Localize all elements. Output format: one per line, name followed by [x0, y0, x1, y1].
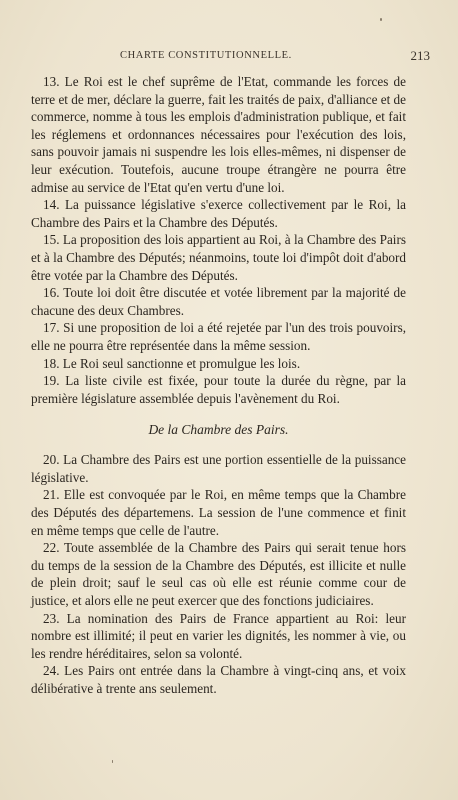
article-paragraph: 20. La Chambre des Pairs est une portion essentielle de la puissance législative. [31, 452, 406, 485]
body-text [31, 73, 406, 698]
page-header [30, 50, 430, 66]
paper-speck [112, 760, 113, 763]
article-paragraph: 14. La puissance législative s'exerce collectivement par le Roi, la Chambre des Pairs et la Chambre des Députés. [31, 197, 406, 230]
article-paragraph: 16. Toute loi doit être discutée et votée librement par la majorité de chacune des deux Chambres. [31, 285, 406, 318]
page-number: 213 [410, 48, 430, 63]
article-paragraph: 15. La proposition des lois appartient au Roi, à la Chambre des Pairs et à la Chambre des Députés; néanmoins, toute loi d'impôt doit d'abord être votée par la Chambre des Députés. [31, 232, 406, 283]
article-paragraph: 21. Elle est convoquée par le Roi, en même temps que la Chambre des Députés des départemens. La session de l'une commence et finit en même temps que celle de l'autre. [31, 487, 406, 538]
article-paragraph: 19. La liste civile est fixée, pour toute la durée du règne, par la première législature assemblée depuis l'avènement du Roi. [31, 373, 406, 406]
article-paragraph: 17. Si une proposition de loi a été rejetée par l'un des trois pouvoirs, elle ne pourra être représentée dans la même session. [31, 320, 406, 353]
section-title: De la Chambre des Pairs. [148, 422, 289, 438]
paper-speck [380, 18, 382, 21]
article-paragraph: 24. Les Pairs ont entrée dans la Chambre à vingt-cinq ans, et voix délibérative à trente ans seulement. [31, 663, 406, 696]
article-paragraph: 23. La nomination des Pairs de France appartient au Roi: leur nombre est illimité; il peut en varier les dignités, les nommer à vie, ou les rendre héréditaires, selon sa volonté. [31, 610, 406, 661]
article-paragraph: 13. Le Roi est le chef suprême de l'Etat, commande les forces de terre et de mer, déclare la guerre, fait les traités de paix, d'alliance et de commerce, nomme à tous les emplois d'administration publique, et fait les réglemens et ordonnances nécessaires pour l'exécution des lois, sans pouvoir jamais ni suspendre les lois elles-mêmes, ni dispenser de leur exécution. Toutefois, aucune troupe étrangère ne pourra être admise au service de l'Etat qu'en vertu d'une loi. [31, 74, 406, 195]
article-paragraph: 18. Le Roi seul sanctionne et promulgue les lois. [43, 355, 301, 371]
article-paragraph: 22. Toute assemblée de la Chambre des Pairs qui serait tenue hors du temps de la session de la Chambre des Députés, est illicite et nulle de plein droit; sauf le seul cas où elle est réunie comme cour de justice, et alors elle ne peut exercer que des fonctions judiciaires. [31, 540, 406, 609]
running-title: CHARTE CONSTITUTIONNELLE. [120, 50, 292, 61]
